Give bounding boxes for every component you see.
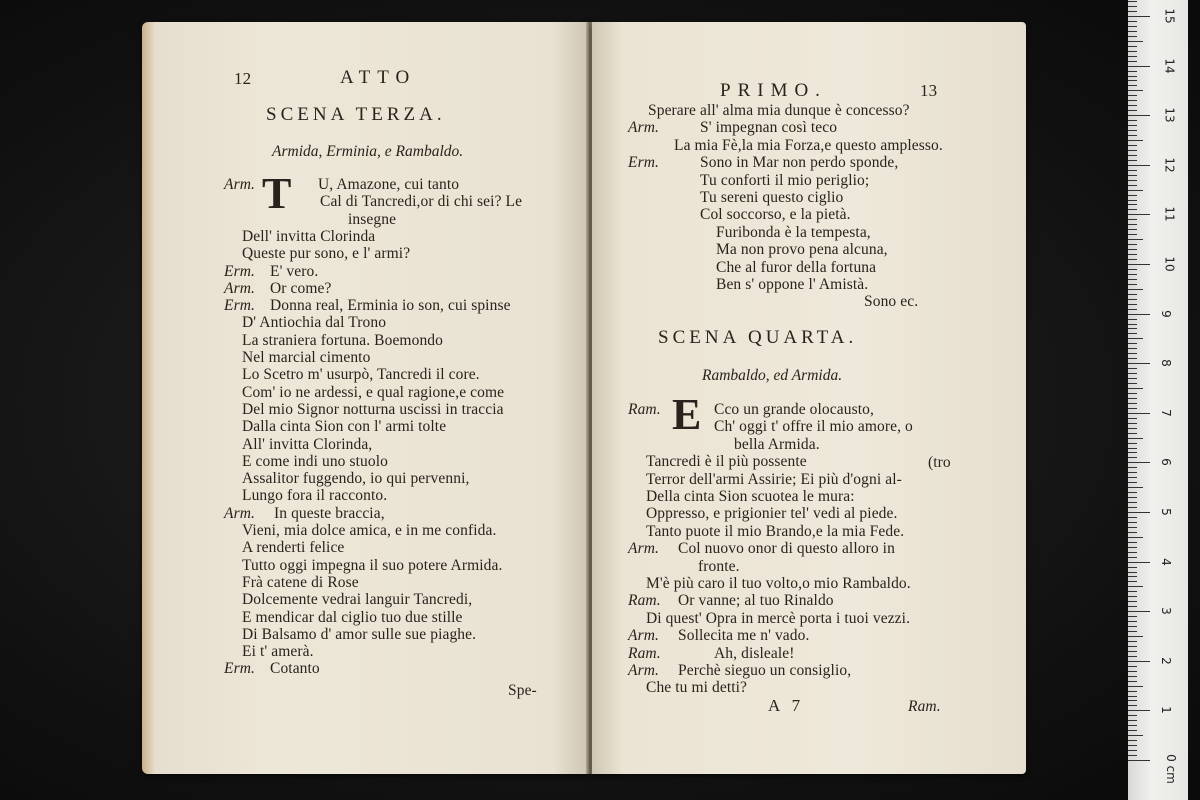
ruler-tick bbox=[1128, 686, 1143, 687]
ruler-tick bbox=[1128, 725, 1137, 726]
ruler-tick bbox=[1128, 591, 1137, 592]
ruler-tick bbox=[1128, 750, 1137, 751]
ruler-tick bbox=[1128, 542, 1137, 543]
ruler-tick bbox=[1128, 532, 1137, 533]
verse-line: S' impegnan così teco bbox=[700, 119, 838, 137]
ruler-tick bbox=[1128, 691, 1137, 692]
ruler-tick bbox=[1128, 472, 1137, 473]
ruler-tick bbox=[1128, 760, 1150, 761]
ruler-tick bbox=[1128, 492, 1137, 493]
verse-line: D' Antiochia dal Trono bbox=[242, 314, 387, 332]
verse-line: Dalla cinta Sion con l' armi tolte bbox=[242, 418, 447, 436]
ruler-tick bbox=[1128, 666, 1137, 667]
speaker-label: Arm. bbox=[224, 176, 255, 193]
verse-line: In queste braccia, bbox=[274, 504, 385, 522]
ruler-tick bbox=[1128, 185, 1137, 186]
ruler-tick bbox=[1128, 547, 1137, 548]
speaker-label: Ram. bbox=[628, 401, 661, 418]
ruler-tick bbox=[1128, 115, 1150, 116]
ruler-tick bbox=[1128, 353, 1137, 354]
ruler-tick bbox=[1128, 606, 1137, 607]
verse-line: Dell' invitta Clorinda bbox=[242, 227, 376, 245]
speaker-label: Arm. bbox=[628, 540, 659, 558]
verse-line: Di quest' Opra in mercè porta i tuoi vezzi. bbox=[646, 609, 911, 627]
ruler-tick bbox=[1128, 21, 1137, 22]
verse-line: fronte. bbox=[698, 557, 740, 575]
verse-line: Tancredi è il più possente bbox=[646, 453, 807, 471]
ruler-tick bbox=[1128, 259, 1137, 260]
ruler-tick bbox=[1128, 452, 1137, 453]
verse-line: Che tu mi detti? bbox=[646, 679, 748, 697]
verse-line: Tu conforti il mio periglio; bbox=[700, 171, 870, 189]
ruler-tick bbox=[1128, 338, 1143, 339]
verse-line: Queste pur sono, e l' armi? bbox=[242, 245, 411, 263]
ruler-tick bbox=[1128, 596, 1137, 597]
ruler-tick bbox=[1128, 527, 1137, 528]
drop-cap-right: E bbox=[672, 390, 702, 439]
ruler-tick bbox=[1128, 343, 1137, 344]
ruler-tick bbox=[1128, 567, 1137, 568]
verse-line: Sono ec. bbox=[864, 293, 919, 311]
ruler-tick bbox=[1128, 309, 1137, 310]
ruler-tick bbox=[1128, 735, 1143, 736]
ruler-number: 12 bbox=[1162, 157, 1177, 173]
verse-line: Tu sereni questo ciglio bbox=[700, 189, 844, 206]
ruler-number: 6 bbox=[1158, 458, 1173, 467]
ruler-tick bbox=[1128, 254, 1137, 255]
verse-line: Com' io ne ardessi, e qual ragione,e come bbox=[242, 383, 505, 401]
ruler-tick bbox=[1128, 16, 1150, 17]
speaker-label: Erm. bbox=[224, 660, 255, 678]
speaker-label: Arm. bbox=[224, 279, 255, 297]
drop-cap-left: T bbox=[262, 169, 292, 218]
catchword-right: Ram. bbox=[908, 698, 941, 715]
ruler-tick bbox=[1128, 180, 1137, 181]
cast-list-left: Armida, Erminia, e Rambaldo. bbox=[272, 143, 464, 160]
ruler-tick bbox=[1128, 11, 1137, 12]
verse-line: Cco un grande olocausto, bbox=[714, 401, 874, 418]
ruler-tick bbox=[1128, 100, 1137, 101]
verse-line: Sono in Mar non perdo sponde, bbox=[700, 154, 899, 172]
ruler-number: 10 bbox=[1162, 256, 1177, 272]
verse-line: bella Armida. bbox=[734, 435, 820, 453]
verse-line: Di Balsamo d' amor sulle sue piaghe. bbox=[242, 625, 477, 643]
ruler-number: 4 bbox=[1158, 557, 1173, 566]
ruler-tick bbox=[1128, 522, 1137, 523]
ruler-tick bbox=[1128, 279, 1137, 280]
ruler-number: 3 bbox=[1158, 607, 1173, 616]
ruler-tick bbox=[1128, 730, 1137, 731]
right-page bbox=[592, 22, 1026, 774]
ruler-tick bbox=[1128, 299, 1137, 300]
verse-line: Tanto puote il mio Brando,e la mia Fede. bbox=[646, 522, 905, 540]
ruler-tick bbox=[1128, 537, 1143, 538]
verse-line: Oppresso, e prigionier tel' vedi al piede. bbox=[646, 505, 898, 523]
turnover-bracket: (tro bbox=[928, 454, 951, 471]
verse-line: Col nuovo onor di questo alloro in bbox=[678, 540, 895, 558]
ruler-tick bbox=[1128, 676, 1137, 677]
ruler-tick bbox=[1128, 274, 1137, 275]
verse-line: Col soccorso, e la pietà. bbox=[700, 206, 851, 224]
ruler-tick bbox=[1128, 388, 1143, 389]
verse-line: E come indi uno stuolo bbox=[242, 452, 388, 470]
ruler-tick bbox=[1128, 234, 1137, 235]
ruler-tick bbox=[1128, 373, 1137, 374]
ruler-tick bbox=[1128, 110, 1137, 111]
ruler-tick bbox=[1128, 671, 1137, 672]
ruler-tick bbox=[1128, 328, 1137, 329]
ruler-number: 1 bbox=[1158, 706, 1173, 715]
verse-line: Cotanto bbox=[270, 660, 320, 678]
speaker-label: Arm. bbox=[224, 504, 255, 522]
ruler-tick bbox=[1128, 244, 1137, 245]
ruler-tick bbox=[1128, 745, 1137, 746]
ruler-tick bbox=[1128, 393, 1137, 394]
speaker-label: Arm. bbox=[628, 119, 659, 137]
verse-line: Ben s' oppone l' Amistà. bbox=[716, 276, 869, 293]
ruler-tick bbox=[1128, 418, 1137, 419]
ruler-tick bbox=[1128, 363, 1150, 364]
verse-line: U, Amazone, cui tanto bbox=[318, 176, 460, 193]
ruler-tick bbox=[1128, 467, 1137, 468]
ruler-tick bbox=[1128, 700, 1137, 701]
ruler-tick bbox=[1128, 125, 1137, 126]
speaker-label: Arm. bbox=[628, 627, 659, 645]
ruler-tick bbox=[1128, 636, 1143, 637]
verse-line: Che al furor della fortuna bbox=[716, 258, 877, 276]
verse-line: A renderti felice bbox=[242, 539, 345, 557]
verse-line: La mia Fè,la mia Forza,e questo amplesso. bbox=[674, 136, 943, 154]
measuring-ruler bbox=[1128, 0, 1188, 800]
verse-line: Della cinta Sion scuotea le mura: bbox=[646, 488, 855, 505]
ruler-tick bbox=[1128, 457, 1137, 458]
verse-line: Lungo fora il racconto. bbox=[242, 487, 388, 505]
speaker-label: Ram. bbox=[628, 644, 661, 662]
verse-line: Furibonda è la tempesta, bbox=[716, 223, 871, 241]
ruler-tick bbox=[1128, 304, 1137, 305]
ruler-tick bbox=[1128, 239, 1143, 240]
ruler-tick bbox=[1128, 120, 1137, 121]
ruler-tick bbox=[1128, 80, 1137, 81]
ruler-tick bbox=[1128, 601, 1137, 602]
ruler-tick bbox=[1128, 408, 1137, 409]
ruler-tick bbox=[1128, 155, 1137, 156]
ruler-tick bbox=[1128, 656, 1137, 657]
ruler-tick bbox=[1128, 423, 1137, 424]
ruler-tick bbox=[1128, 641, 1137, 642]
ruler-tick bbox=[1128, 507, 1137, 508]
ruler-tick bbox=[1128, 145, 1137, 146]
verse-line: Ch' oggi t' offre il mio amore, o bbox=[714, 418, 913, 436]
ruler-tick bbox=[1128, 586, 1143, 587]
ruler-tick bbox=[1128, 76, 1137, 77]
ruler-tick bbox=[1128, 36, 1137, 37]
scene-title-left: SCENA TERZA. bbox=[266, 104, 446, 125]
verse-line: Donna real, Erminia io son, cui spinse bbox=[270, 297, 511, 315]
ruler-tick bbox=[1128, 661, 1150, 662]
ruler-tick bbox=[1128, 165, 1150, 166]
verse-line: Del mio Signor notturna uscissi in traccia bbox=[242, 400, 504, 418]
ruler-tick bbox=[1128, 90, 1143, 91]
ruler-number: 15 bbox=[1162, 8, 1177, 24]
ruler-tick bbox=[1128, 626, 1137, 627]
cast-list-right: Rambaldo, ed Armida. bbox=[702, 367, 843, 384]
ruler-tick bbox=[1128, 710, 1150, 711]
verse-line: Or come? bbox=[270, 279, 332, 297]
verse-line: E' vero. bbox=[270, 262, 319, 280]
ruler-tick bbox=[1128, 755, 1137, 756]
ruler-tick bbox=[1128, 651, 1137, 652]
verse-line: Lo Scetro m' usurpò, Tancredi il core. bbox=[242, 366, 480, 384]
ruler-tick bbox=[1128, 319, 1137, 320]
ruler-tick bbox=[1128, 31, 1137, 32]
ruler-number: 11 bbox=[1162, 206, 1177, 223]
ruler-tick bbox=[1128, 269, 1137, 270]
ruler-tick bbox=[1128, 190, 1143, 191]
ruler-tick bbox=[1128, 314, 1150, 315]
ruler-tick bbox=[1128, 383, 1137, 384]
ruler-tick bbox=[1128, 482, 1137, 483]
verse-line: Sollecita me n' vado. bbox=[678, 627, 810, 645]
verse-line: Cal di Tancredi,or di chi sei? Le bbox=[320, 193, 523, 211]
ruler-tick bbox=[1128, 433, 1137, 434]
ruler-tick bbox=[1128, 56, 1137, 57]
verse-line: Nel marcial cimento bbox=[242, 349, 371, 366]
verse-line: Perchè sieguo un consiglio, bbox=[678, 662, 852, 679]
ruler-tick bbox=[1128, 160, 1137, 161]
ruler-tick bbox=[1128, 631, 1137, 632]
ruler-tick bbox=[1128, 195, 1137, 196]
ruler-tick bbox=[1128, 705, 1137, 706]
verse-line: Ei t' amerà. bbox=[242, 643, 314, 661]
ruler-tick bbox=[1128, 720, 1137, 721]
verse-line: Ma non provo pena alcuna, bbox=[716, 241, 888, 259]
page-number-right: 13 bbox=[920, 81, 938, 100]
ruler-number: 7 bbox=[1158, 408, 1173, 417]
ruler-tick bbox=[1128, 140, 1143, 141]
running-head-left: ATTO bbox=[340, 67, 417, 88]
ruler-tick bbox=[1128, 46, 1137, 47]
ruler-tick bbox=[1128, 105, 1137, 106]
speaker-label: Arm. bbox=[628, 662, 659, 679]
ruler-tick bbox=[1128, 621, 1137, 622]
ruler-tick bbox=[1128, 646, 1137, 647]
ruler-number: 8 bbox=[1158, 359, 1173, 368]
ruler-tick bbox=[1128, 204, 1137, 205]
ruler-tick bbox=[1128, 175, 1137, 176]
ruler-tick bbox=[1128, 502, 1137, 503]
ruler-tick bbox=[1128, 41, 1143, 42]
ruler-tick bbox=[1128, 572, 1137, 573]
ruler-tick bbox=[1128, 66, 1150, 67]
verse-line: All' invitta Clorinda, bbox=[242, 435, 373, 453]
ruler-tick bbox=[1128, 740, 1137, 741]
speaker-label: Erm. bbox=[224, 297, 255, 315]
ruler-number: 9 bbox=[1158, 309, 1173, 318]
catchword-left: Spe- bbox=[508, 682, 537, 699]
ruler-tick bbox=[1128, 26, 1137, 27]
speaker-label: Erm. bbox=[224, 262, 255, 280]
ruler-tick bbox=[1128, 448, 1137, 449]
ruler-tick bbox=[1128, 443, 1137, 444]
ruler-tick bbox=[1128, 348, 1137, 349]
verse-line: Dolcemente vedrai languir Tancredi, bbox=[242, 591, 473, 609]
ruler-number: 13 bbox=[1162, 107, 1177, 123]
ruler-tick bbox=[1128, 552, 1137, 553]
verse-line: Ah, disleale! bbox=[714, 644, 795, 662]
ruler-number: 5 bbox=[1158, 508, 1173, 516]
ruler-tick bbox=[1128, 681, 1137, 682]
ruler-tick bbox=[1128, 170, 1137, 171]
ruler-tick bbox=[1128, 130, 1137, 131]
left-page bbox=[142, 22, 588, 774]
ruler-tick bbox=[1128, 358, 1137, 359]
ruler-tick bbox=[1128, 696, 1137, 697]
ruler-tick bbox=[1128, 95, 1137, 96]
running-head-right: PRIMO. bbox=[720, 80, 827, 101]
ruler-unit-label: 0 cm bbox=[1163, 754, 1178, 784]
ruler-tick bbox=[1128, 403, 1137, 404]
ruler-tick bbox=[1128, 6, 1137, 7]
ruler-tick bbox=[1128, 71, 1137, 72]
ruler-tick bbox=[1128, 289, 1143, 290]
ruler-tick bbox=[1128, 438, 1143, 439]
ruler-tick bbox=[1128, 85, 1137, 86]
open-book bbox=[142, 22, 1026, 774]
ruler-tick bbox=[1128, 224, 1137, 225]
ruler-tick bbox=[1128, 487, 1143, 488]
verse-line: Assalitor fuggendo, io qui pervenni, bbox=[242, 470, 470, 488]
verse-line: E mendicar dal ciglio tuo due stille bbox=[242, 608, 463, 626]
ruler-tick bbox=[1128, 135, 1137, 136]
ruler-tick bbox=[1128, 214, 1150, 215]
verse-line: Frà catene di Rose bbox=[242, 573, 359, 591]
page-number-left: 12 bbox=[234, 69, 252, 88]
ruler-number: 2 bbox=[1158, 656, 1173, 665]
ruler-tick bbox=[1128, 61, 1137, 62]
ruler-number: 14 bbox=[1162, 57, 1177, 74]
ruler-tick bbox=[1128, 284, 1137, 285]
ruler-tick bbox=[1128, 378, 1137, 379]
ruler-tick bbox=[1128, 497, 1137, 498]
ruler-tick bbox=[1128, 209, 1137, 210]
ruler-tick bbox=[1128, 229, 1137, 230]
ruler-tick bbox=[1128, 715, 1137, 716]
ruler-tick bbox=[1128, 294, 1137, 295]
ruler-tick bbox=[1128, 1, 1137, 2]
verse-line: Sperare all' alma mia dunque è concesso? bbox=[648, 102, 910, 119]
ruler-tick bbox=[1128, 616, 1137, 617]
ruler-tick bbox=[1128, 333, 1137, 334]
ruler-tick bbox=[1128, 219, 1137, 220]
ruler-tick bbox=[1128, 324, 1137, 325]
ruler-tick bbox=[1128, 562, 1150, 563]
ruler-tick bbox=[1128, 249, 1137, 250]
ruler-tick bbox=[1128, 428, 1137, 429]
signature-mark: A 7 bbox=[768, 696, 805, 715]
ruler-tick bbox=[1128, 413, 1150, 414]
ruler-tick bbox=[1128, 517, 1137, 518]
ruler-tick bbox=[1128, 557, 1137, 558]
ruler-tick bbox=[1128, 200, 1137, 201]
ruler-tick bbox=[1128, 51, 1137, 52]
speaker-label: Ram. bbox=[628, 592, 661, 610]
verse-line: Terror dell'armi Assirie; Ei più d'ogni al- bbox=[646, 470, 902, 488]
ruler-tick bbox=[1128, 576, 1137, 577]
verse-line: Or vanne; al tuo Rinaldo bbox=[678, 592, 834, 610]
ruler-tick bbox=[1128, 477, 1137, 478]
verse-line: Vieni, mia dolce amica, e in me confida. bbox=[242, 522, 497, 539]
ruler-tick bbox=[1128, 512, 1150, 513]
verse-line: M'è più caro il tuo volto,o mio Rambaldo. bbox=[646, 575, 911, 592]
verse-line: La straniera fortuna. Boemondo bbox=[242, 331, 443, 349]
ruler-tick bbox=[1128, 611, 1150, 612]
ruler-tick bbox=[1128, 398, 1137, 399]
ruler-tick bbox=[1128, 264, 1150, 265]
scene-title-right: SCENA QUARTA. bbox=[658, 327, 858, 348]
ruler-tick bbox=[1128, 581, 1137, 582]
verse-line: insegne bbox=[348, 210, 397, 228]
ruler-tick bbox=[1128, 368, 1137, 369]
verse-line: Tutto oggi impegna il suo potere Armida. bbox=[242, 556, 503, 574]
ruler-tick bbox=[1128, 150, 1137, 151]
speaker-label: Erm. bbox=[628, 154, 659, 172]
ruler-tick bbox=[1128, 462, 1150, 463]
